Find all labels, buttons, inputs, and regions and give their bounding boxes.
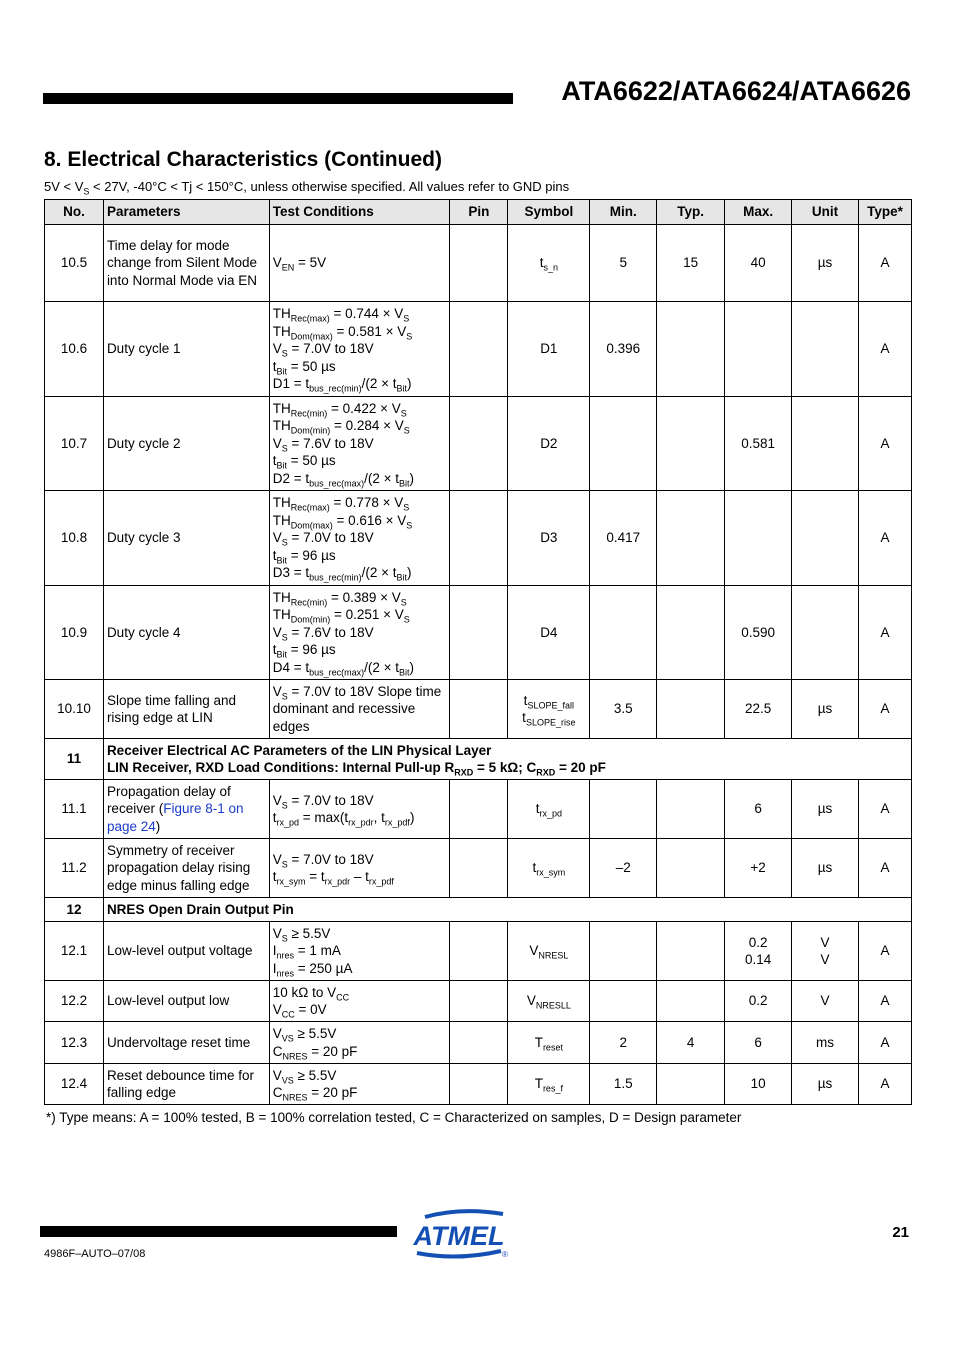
document-number: 4986F–AUTO–07/08 (44, 1248, 146, 1260)
table-row: 10.6 Duty cycle 1 $TH_{Rec(max)} = 0.744 \times V_S$ $TH_{Dom(max)} = 0.581 \times V_S$ $V_S = 7.0V$ to 18V $t_{Bit} = 50$ µs $D1 = t_{bus\_rec(min)}/(2 \times t_{Bit})$ D1 0.396 A (45, 302, 912, 397)
atmel-logo (411, 1209, 509, 1259)
footer-rule (40, 1226, 397, 1237)
col-header-no: No. (45, 200, 104, 225)
col-header-max: Max. (725, 200, 792, 225)
section-row-11: 11 Receiver Electrical AC Parameters of the LIN Physical Layer LIN Receiver, RXD Load Conditions: Internal Pull-up $R_{RXD} = 5$ kΩ; $C_{RXD} = 20$ pF (45, 739, 912, 780)
col-header-symbol: Symbol (508, 200, 590, 225)
table-row: 10.7 Duty cycle 2 $TH_{Rec(min)} = 0.422 \times V_S$ $TH_{Dom(min)} = 0.284 \times V_S$ $V_S = 7.6V$ to 18V $t_{Bit} = 50$ µs $D2 = t_{bus\_rec(max)}/(2 \times t_{Bit})$ D2 0.581 A (45, 397, 912, 491)
test-conditions-note: $5V < V_S < 27V$, -40°C < Tj < 150°C, unless otherwise specified. All values refer to GND pins (44, 179, 570, 197)
table-row: 12.2 Low-level output low 10 kΩ to $V_{CC}$ $V_{CC} = 0V$ $V_{NRESLL}$ 0.2 V A (45, 981, 912, 1022)
section-row-12: 12 NRES Open Drain Output Pin (45, 898, 912, 922)
col-header-min: Min. (590, 200, 657, 225)
table-row: 10.5 Time delay for mode change from Silent Mode into Normal Mode via EN $V_{EN} = 5V$ $t_{s\_n}$ 5 15 40 µs A (45, 225, 912, 302)
table-row: 10.10 Slope time falling and rising edge at LIN $V_S = 7.0V$ to 18V Slope time dominant and recessive edges $t_{SLOPE\_fall}$ $t_{SLOPE\_rise}$ 3.5 22.5 µs A (45, 680, 912, 739)
col-header-typ: Typ. (657, 200, 725, 225)
col-header-type: Type* (858, 200, 911, 225)
type-footnote: *) Type means: A = 100% tested, B = 100% correlation tested, C = Characterized on samples, D = Design parameter (46, 1110, 742, 1125)
table-row: 10.8 Duty cycle 3 $TH_{Rec(max)} = 0.778 \times V_S$ $TH_{Dom(max)} = 0.616 \times V_S$ $V_S = 7.0V$ to 18V $t_{Bit} = 96$ µs $D3 = t_{bus\_rec(min)}/(2 \times t_{Bit})$ D3 0.417 A (45, 491, 912, 586)
col-header-unit: Unit (792, 200, 859, 225)
table-row: 12.4 Reset debounce time for falling edge $V_{VS} \ge 5.5V$ $C_{NRES} = 20$ pF $T_{res\_f}$ 1.5 10 µs A (45, 1064, 912, 1105)
figure-8-1-link[interactable]: Figure 8-1 on page 24 (106, 801, 244, 834)
col-header-test-conditions: Test Conditions (269, 200, 450, 225)
header-rule (43, 93, 513, 104)
col-header-pin: Pin (450, 200, 508, 225)
table-row: 11.2 Symmetry of receiver propagation delay rising edge minus falling edge $V_S = 7.0V$ to 18V $t_{rx\_sym} = t_{rx\_pdr} - t_{rx\_pdf}$ $t_{rx\_sym}$ –2 +2 µs A (45, 839, 912, 898)
document-title: ATA6622/ATA6624/ATA6626 (561, 76, 911, 106)
table-row: 10.9 Duty cycle 4 $TH_{Rec(min)} = 0.389 \times V_S$ $TH_{Dom(min)} = 0.251 \times V_S$ $V_S = 7.6V$ to 18V $t_{Bit} = 96$ µs $D4 = t_{bus\_rec(max)}/(2 \times t_{Bit})$ D4 0.590 A (45, 586, 912, 680)
table-row: 12.3 Undervoltage reset time $V_{VS} \ge 5.5V$ $C_{NRES} = 20$ pF $T_{reset}$ 2 4 6 ms A (45, 1022, 912, 1064)
electrical-characteristics-table (44, 199, 912, 1105)
col-header-parameters: Parameters (103, 200, 269, 225)
table-row: 12.1 Low-level output voltage $V_S \ge 5.5V$ $I_{nres} = 1$ mA $I_{nres} = 250$ µA $V_{NRESL}$ 0.2 0.14 V V A (45, 922, 912, 981)
section-title: 8. Electrical Characteristics (Continued) (44, 148, 442, 171)
svg-text:®: ® (502, 1250, 508, 1259)
table-header-row (45, 200, 912, 225)
svg-text:ATMEL: ATMEL (413, 1221, 505, 1251)
table-row: 11.1 Propagation delay of receiver (Figure 8-1 on page 24) $V_S = 7.0V$ to 18V $t_{rx\_pd} = \max(t_{rx\_pdr}$, $t_{rx\_pdf}$) $t_{rx\_pd}$ 6 µs A (45, 780, 912, 839)
page-number: 21 (892, 1224, 909, 1241)
